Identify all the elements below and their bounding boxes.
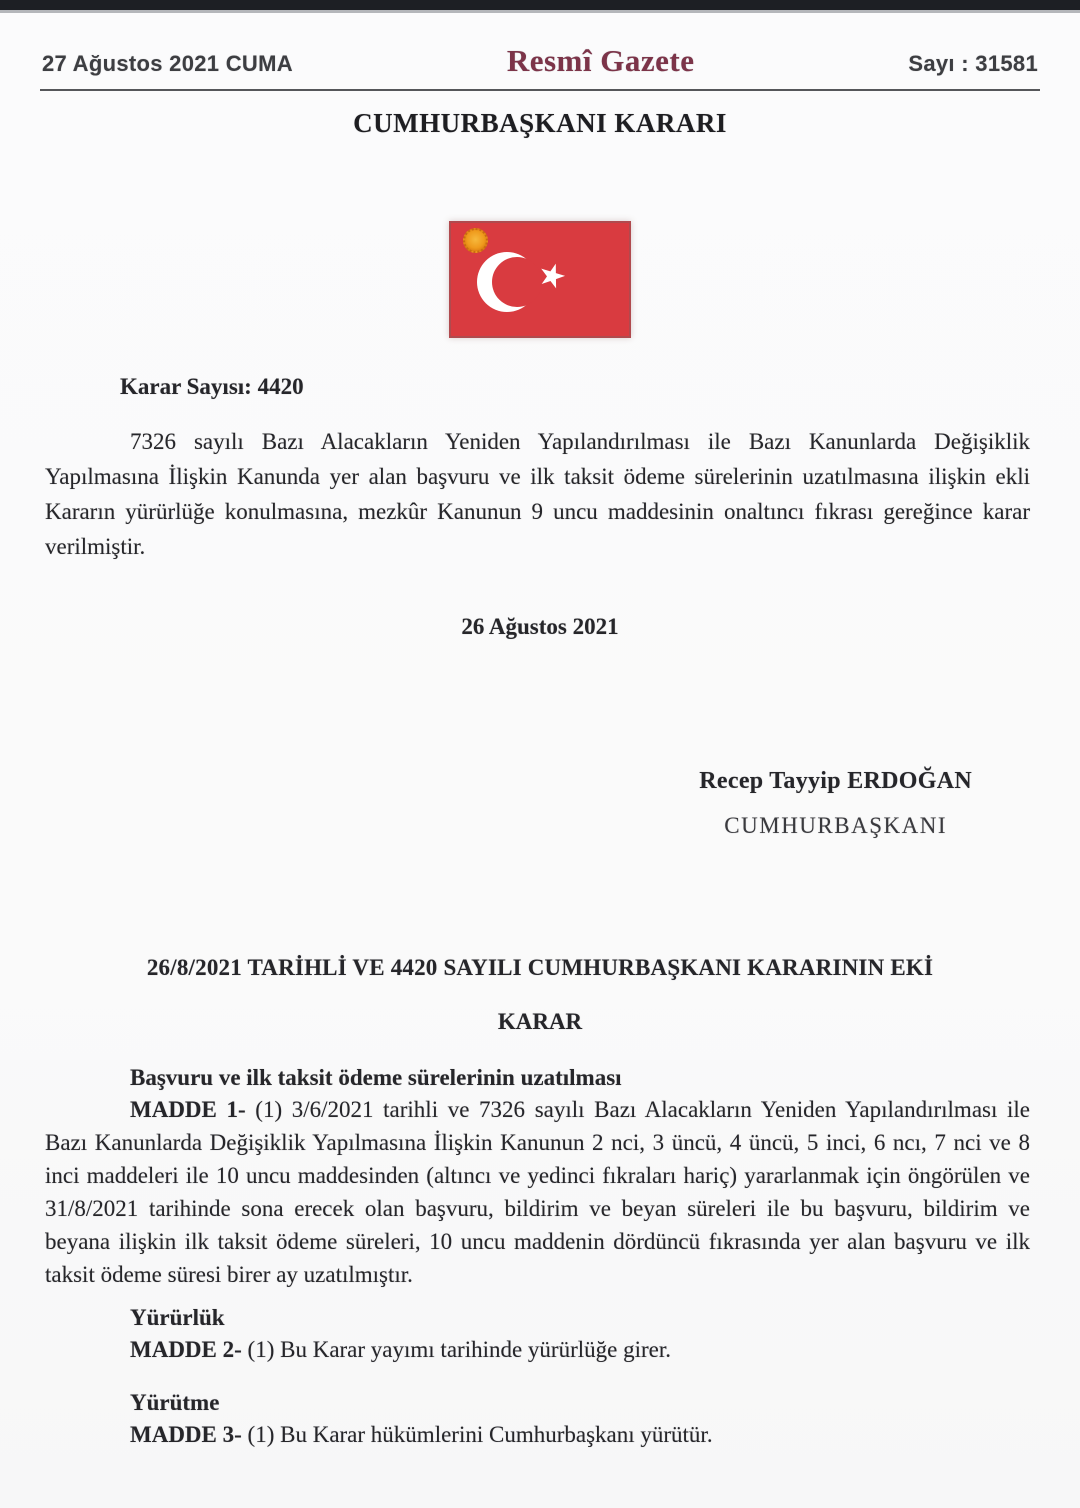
decree-title: CUMHURBAŞKANI KARARI <box>353 108 727 138</box>
gazette-issue-number: Sayı : 31581 <box>908 51 1038 76</box>
article-1 <box>45 1093 1030 1291</box>
decision-number: Karar Sayısı: 4420 <box>120 374 304 399</box>
annex-heading: 26/8/2021 TARİHLİ VE 4420 SAYILI CUMHURBAŞKANI KARARININ EKİ <box>146 955 934 980</box>
article-3-label: MADDE 3- <box>130 1422 242 1447</box>
gazette-header <box>0 43 1080 79</box>
signature-title: CUMHURBAŞKANI <box>724 813 947 838</box>
window-top-bar <box>0 0 1080 13</box>
annex-section1-heading: Başvuru ve ilk taksit ödeme sürelerinin uzatılması <box>130 1065 622 1090</box>
article-1-label: MADDE 1- <box>130 1097 246 1122</box>
annex-section3-heading: Yürütme <box>130 1390 220 1415</box>
gazette-title: Resmî Gazete <box>506 43 695 78</box>
article-3 <box>130 1418 1030 1451</box>
turkish-flag-icon <box>449 221 631 338</box>
annex-section2-heading: Yürürlük <box>130 1305 225 1330</box>
annex-karar-title: KARAR <box>497 1009 583 1034</box>
article-2 <box>130 1333 1030 1366</box>
header-divider <box>40 89 1040 91</box>
article-3-text: (1) Bu Karar hükümlerini Cumhurbaşkanı yürütür. <box>241 1422 713 1447</box>
gazette-date: 27 Ağustos 2021 CUMA <box>42 51 293 76</box>
signature-block <box>699 768 972 839</box>
article-2-text: (1) Bu Karar yayımı tarihinde yürürlüğe girer. <box>241 1337 671 1362</box>
decision-date: 26 Ağustos 2021 <box>461 614 619 639</box>
signature-name: Recep Tayyip ERDOĞAN <box>699 768 972 794</box>
decree-body-paragraph: 7326 sayılı Bazı Alacakların Yeniden Yapılandırılması ile Bazı Kanunlarda Değişiklik Yapılmasına İlişkin Kanunda yer alan başvuru ve ilk taksit ödeme sürelerinin uzatılmasına ilişkin ekli Kararın yürürlüğe konulmasına, mezkûr Kanunun 9 uncu maddesinin onaltıncı fıkrası gereğince karar verilmiştir. <box>45 429 1030 559</box>
crescent-cutout <box>492 257 542 307</box>
sun-emblem-icon <box>463 228 488 253</box>
article-1-text: (1) 3/6/2021 tarihli ve 7326 sayılı Bazı Alacakların Yeniden Yapılandırılması ile Bazı Kanunlarda Değişiklik Yapılmasına İlişkin Kanunun 2 nci, 3 üncü, 4 üncü, 5 inci, 6 ncı, 7 nci ve 8 inci maddeleri ile 10 uncu maddesinden (altıncı ve yedinci fıkraları hariç) yararlanmak için öngörülen ve 31/8/2021 tarihinde sona erecek olan başvuru, bildirim ve beyan süreleri ile bu başvuru, bildirim ve beyana ilişkin ilk taksit ödeme süreleri, 10 uncu maddenin dördüncü fıkrasında yer alan başvuru ve ilk taksit ödeme süresi birer ay uzatılmıştır. <box>45 1097 1030 1287</box>
article-2-label: MADDE 2- <box>130 1337 242 1362</box>
